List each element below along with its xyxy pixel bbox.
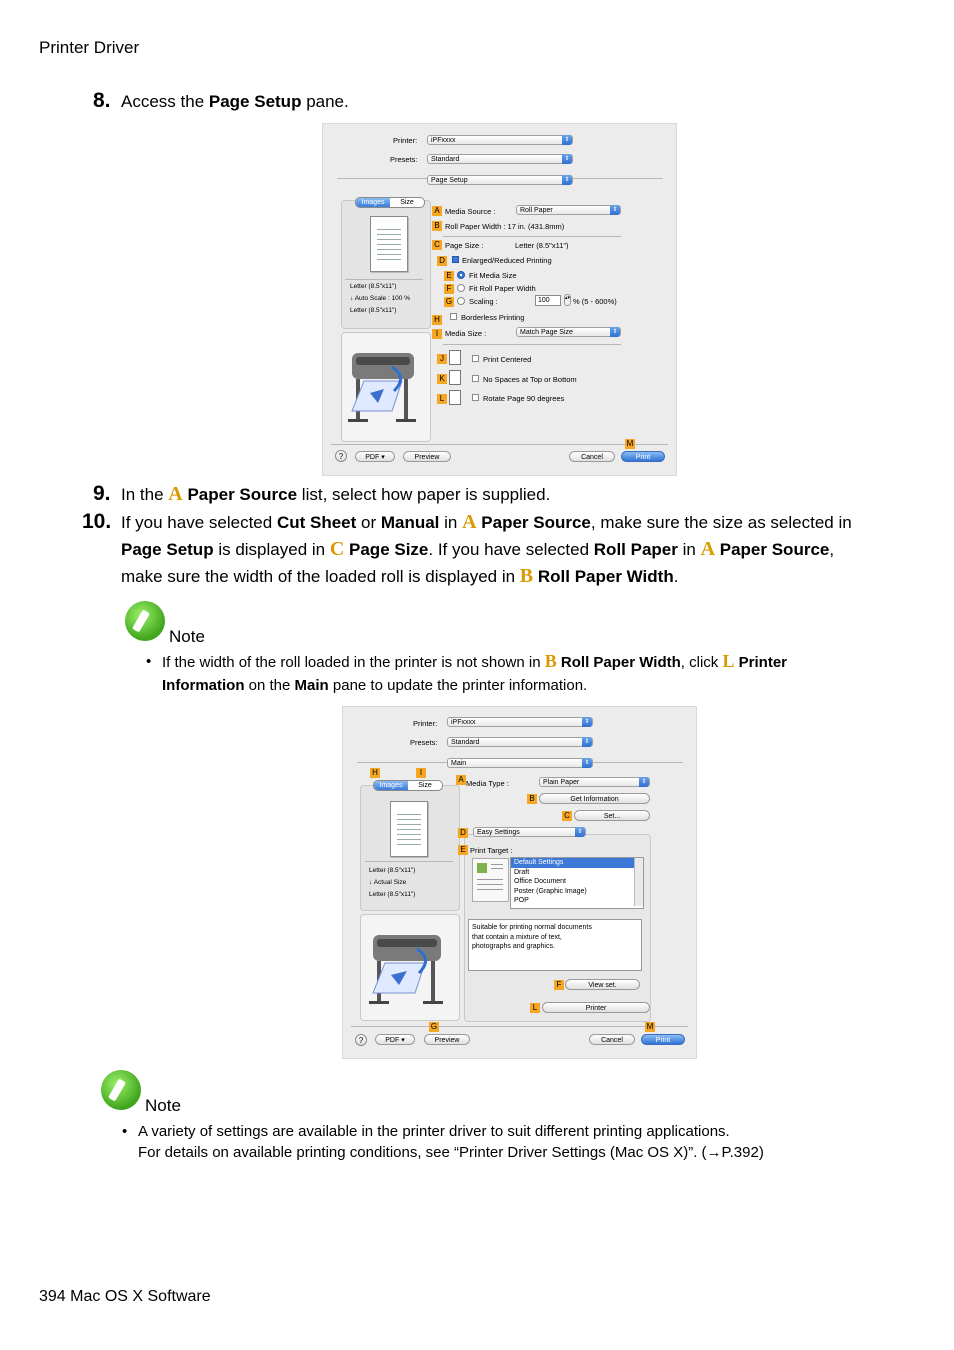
pdf-button[interactable]: PDF ▾ [355,451,395,462]
callout-tag: M [646,1022,654,1031]
callout-tag: M [626,439,634,448]
thumb-info-line: Letter (8.5"x11") [350,283,397,290]
printer-popup[interactable]: iPFxxxx ⇕ [427,135,573,145]
fit-media-label: Fit Media Size [469,271,517,280]
presets-popup[interactable]: Standard ⇕ [427,154,573,164]
popup-arrow-icon: ⇕ [610,327,620,337]
fit-roll-label: Fit Roll Paper Width [469,284,536,293]
callout-tag: E [444,271,454,281]
thumb-info-line: Letter (8.5"x11") [369,891,416,898]
print-centered-label: Print Centered [483,355,532,364]
pane-popup[interactable]: Main ⇕ [447,758,593,768]
no-spaces-checkbox[interactable] [472,375,479,382]
preview-button[interactable]: Preview [403,451,451,462]
enlarged-checkbox[interactable] [452,256,459,263]
print-button[interactable]: Print [641,1034,685,1045]
fit-media-radio[interactable] [457,271,465,279]
media-size-popup[interactable]: Match Page Size ⇕ [516,327,621,337]
thumb-info-line: Letter (8.5"x11") [369,867,416,874]
layout-icon [449,370,461,385]
list-item[interactable]: Poster (Graphic Image) [514,887,587,895]
thumb-info-line: ↓ Auto Scale : 100 % [350,295,410,302]
popup-arrow-icon: ⇕ [562,175,572,185]
popup-arrow-icon: ⇕ [639,777,649,787]
running-header: Printer Driver [39,38,140,57]
callout-tag: G [445,297,453,306]
printer-illustration [360,914,460,1021]
callout-tag: L [530,1003,540,1013]
printer-icon [342,333,430,441]
popup-arrow-icon: ⇕ [562,154,572,164]
callout-tag: D [458,828,468,838]
callout-tag: L [437,394,447,404]
scaling-input[interactable]: 100 [535,295,561,306]
popup-arrow-icon: ⇕ [582,717,592,727]
print-button[interactable]: Print [621,451,665,462]
presets-popup[interactable]: Standard ⇕ [447,737,593,747]
note-icon [101,1070,141,1110]
step-number: 10. [82,510,112,533]
callout-tag: G [430,1022,438,1031]
page-size-value: Letter (8.5"x11") [515,241,569,250]
media-type-popup[interactable]: Plain Paper ⇕ [539,777,650,787]
step-10-text: If you have selected Cut Sheet or Manual in A Paper Source, make sure the size as selected in Page Setup is displayed in C Page Size. If you have selected Roll Paper in A Paper Source, make sure the width of the loaded roll is displayed in B Roll Paper Width. [121,511,852,587]
scaling-radio[interactable] [457,297,465,305]
media-type-label: Media Type : [466,779,509,788]
page-thumbnail [370,216,408,272]
step-9-text: In the A Paper Source list, select how paper is supplied. [121,483,551,505]
callout-tag: H [432,315,442,325]
preview-tabs[interactable] [355,197,425,208]
media-source-label: Media Source : [445,207,496,216]
note-label: Note [145,1096,181,1115]
cancel-button[interactable]: Cancel [569,451,615,462]
scaling-stepper[interactable]: ▴▾ [564,294,571,306]
step-8-text: Access the Page Setup pane. [121,92,349,111]
set-button[interactable]: Set... [574,810,650,821]
rotate-icon [449,390,461,405]
printer-illustration [341,332,431,442]
callout-tag: D [437,256,447,266]
popup-arrow-icon: ⇕ [582,737,592,747]
description-box: Suitable for printing normal documents that contain a mixture of text, photographs and graphics. [468,919,642,971]
no-spaces-label: No Spaces at Top or Bottom [483,375,577,384]
popup-arrow-icon: ⇕ [562,135,572,145]
fit-roll-radio[interactable] [457,284,465,292]
note-icon [125,601,165,641]
callout-tag: J [437,354,447,364]
list-item[interactable]: Office Document [514,878,567,885]
scaling-label: Scaling : [469,297,498,306]
main-pane-dialog-screenshot [342,706,697,1059]
callout-tag: E [458,845,468,855]
tab-size[interactable]: Size [400,199,414,206]
tab-images[interactable]: Images [374,781,408,790]
callout-tag: I [432,329,442,339]
down-arrow-icon: ↓ [350,295,354,302]
list-item[interactable]: Default Settings [511,858,643,868]
callout-tag: F [554,980,564,990]
printer-label: Printer: [393,136,418,145]
media-source-popup[interactable]: Roll Paper ⇕ [516,205,621,215]
callout-tag: I [416,768,426,778]
printer-icon [361,915,459,1020]
page-size-label: Page Size : [445,241,484,250]
easy-settings-popup[interactable]: Easy Settings ⇕ [473,827,586,837]
callout-tag: B [432,221,442,231]
thumb-info-line: Letter (8.5"x11") [350,307,397,314]
print-target-label: Print Target : [470,846,513,855]
borderless-checkbox[interactable] [450,313,457,320]
help-icon[interactable]: ? [335,450,347,462]
help-icon[interactable]: ? [355,1034,367,1046]
roll-width-row: Roll Paper Width : 17 in. (431.8mm) [445,222,565,231]
scrollbar[interactable] [634,858,643,906]
tab-images[interactable]: Images [356,198,390,207]
view-set-button[interactable]: View set. [565,979,640,990]
printer-label: Printer: [413,719,438,728]
rotate-label: Rotate Page 90 degrees [483,394,565,403]
list-item[interactable]: POP [514,897,529,904]
preview-tabs[interactable] [373,780,443,791]
media-size-label: Media Size : [445,329,487,338]
get-information-button[interactable]: Get Information [539,793,650,804]
printer-info-button[interactable]: Printer [542,1002,650,1013]
note-label: Note [169,627,205,646]
callout-tag: F [444,284,454,294]
borderless-label: Borderless Printing [461,313,525,322]
step-number: 8. [93,89,111,112]
callout-tag: K [437,374,447,384]
popup-arrow-icon: ⇕ [582,758,592,768]
list-item[interactable]: Draft [514,868,530,876]
callout-tag: H [370,768,380,778]
presets-label: Presets: [390,155,418,164]
pdf-button[interactable]: PDF ▾ [375,1034,415,1045]
thumb-info-line: ↓ Actual Size [369,879,407,886]
callout-tag: A [432,206,442,216]
pane-popup[interactable]: Page Setup ⇕ [427,175,573,185]
step-number: 9. [93,482,111,505]
rotate-checkbox[interactable] [472,394,479,401]
note-bullet: • If the width of the roll loaded in the printer is not shown in B Roll Paper Width, click L Printer Information on the Main pane to update the printer information. [146,651,788,694]
print-centered-checkbox[interactable] [472,355,479,362]
callout-tag: B [527,794,537,804]
note-bullet: • A variety of settings are available in the printer driver to suit different printing applications. For details on available printing conditions, see “Printer Driver Settings (Mac OS X)”. (→P.392) [122,1123,764,1161]
page-setup-dialog-screenshot [322,123,677,476]
enlarged-label: Enlarged/Reduced Printing [462,256,552,265]
presets-label: Presets: [410,738,438,747]
page-footer: 394 Mac OS X Software [39,1288,211,1305]
callout-tag: C [562,811,572,821]
callout-tag: C [432,240,442,250]
layout-icon [449,350,461,365]
callout-tag: A [456,775,466,785]
target-preview-icon [472,858,509,902]
page-thumbnail [390,801,428,857]
popup-arrow-icon: ⇕ [575,827,585,837]
printer-popup[interactable]: iPFxxxx ⇕ [447,717,593,727]
scaling-range: % (5 - 600%) [573,297,617,306]
tab-size[interactable]: Size [418,782,432,789]
preview-button[interactable]: Preview [424,1034,470,1045]
cancel-button[interactable]: Cancel [589,1034,635,1045]
down-arrow-icon: ↓ [369,879,373,886]
print-target-list[interactable] [510,857,644,909]
popup-arrow-icon: ⇕ [610,205,620,215]
